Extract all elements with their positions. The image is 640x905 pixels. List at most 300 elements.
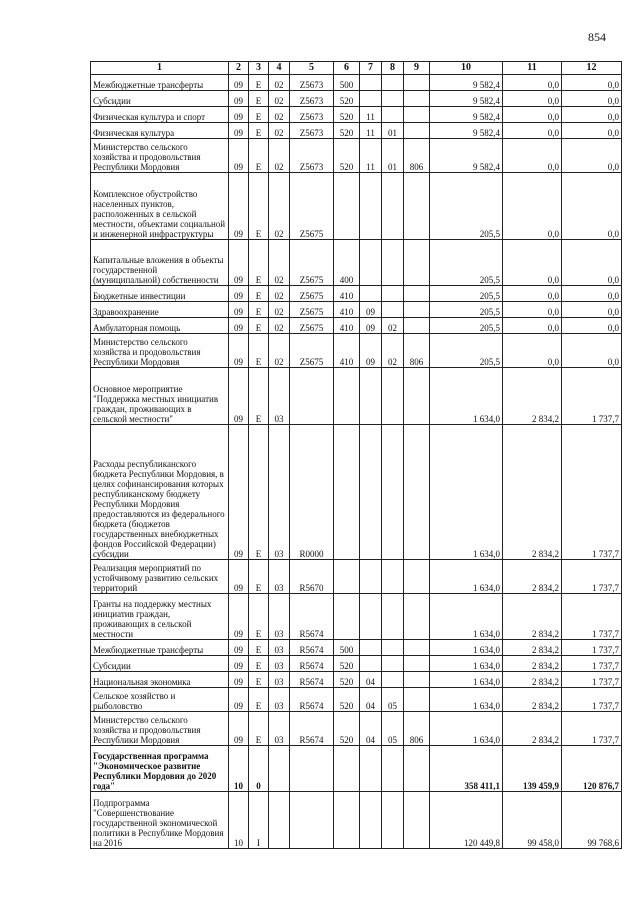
row-name: Физическая культура и спорт [91,107,229,123]
code-target: R5670 [290,560,334,594]
table-row [91,656,622,672]
row-name: Реализация мероприятий по устойчивому развитию сельских территорий [91,560,229,594]
table-row [91,688,622,712]
code-target: R5674 [290,672,334,688]
code-expense-type: 410 [334,318,360,334]
row-name: Министерство сельского хозяйства и продовольствия Республики Мордовия [91,712,229,746]
code-subsection [382,656,404,672]
code-subprogram: 02 [269,240,290,286]
code-subprogram: 03 [269,672,290,688]
code-subprogram: 02 [269,107,290,123]
amount-year-2: 0,0 [503,91,562,107]
code-program: Е [249,368,269,425]
code-subsection: 05 [382,688,404,712]
code-target: Z5675 [290,318,334,334]
amount-year-2: 2 834,2 [503,656,562,672]
code-ministry: 806 [404,334,430,368]
amount-year-1: 205,5 [430,302,503,318]
code-subsection [382,240,404,286]
row-name: Комплексное обустройство населенных пунктов, расположенных в сельской местности, объектами социальной и инженерной инфраструктуры [91,173,229,240]
code-section: 11 [360,123,382,139]
code-section [360,75,382,91]
code-subprogram: 03 [269,712,290,746]
code-subsection: 02 [382,318,404,334]
code-subprogram: 03 [269,656,290,672]
code-subsection [382,91,404,107]
amount-year-1: 358 411,1 [430,746,503,792]
table-row [91,792,622,849]
code-subprogram: 02 [269,139,290,173]
table-row [91,672,622,688]
row-name: Субсидии [91,91,229,107]
code-admin: 09 [229,656,249,672]
amount-year-3: 0,0 [562,173,622,240]
code-subsection: 01 [382,139,404,173]
amount-year-1: 9 582,4 [430,75,503,91]
col-header: 12 [562,62,622,75]
amount-year-1: 205,5 [430,173,503,240]
budget-table [90,61,622,849]
code-expense-type: 400 [334,240,360,286]
amount-year-3: 120 876,7 [562,746,622,792]
code-target: R5674 [290,640,334,656]
code-program: Е [249,656,269,672]
code-program: Е [249,107,269,123]
code-admin: 09 [229,672,249,688]
code-subprogram: 02 [269,75,290,91]
code-admin: 09 [229,640,249,656]
code-subsection [382,560,404,594]
table-row [91,107,622,123]
amount-year-1: 9 582,4 [430,139,503,173]
code-expense-type [334,594,360,640]
row-name: Подпрограмма "Совершенствование государственной экономической политики в Республике Мордовия на 2016 [91,792,229,849]
code-subsection [382,792,404,849]
table-row [91,318,622,334]
col-header: 9 [404,62,430,75]
row-name: Сельское хозяйство и рыболовство [91,688,229,712]
col-header: 1 [91,62,229,75]
code-section [360,640,382,656]
code-expense-type: 520 [334,688,360,712]
code-target: Z5675 [290,173,334,240]
code-ministry [404,792,430,849]
amount-year-1: 205,5 [430,240,503,286]
code-target: R5674 [290,594,334,640]
code-admin: 09 [229,560,249,594]
code-subsection: 05 [382,712,404,746]
row-name: Национальная экономика [91,672,229,688]
amount-year-3: 0,0 [562,240,622,286]
code-section: 04 [360,688,382,712]
code-program: Е [249,560,269,594]
amount-year-1: 205,5 [430,286,503,302]
amount-year-2: 0,0 [503,123,562,139]
amount-year-2: 99 458,0 [503,792,562,849]
code-ministry: 806 [404,712,430,746]
amount-year-3: 0,0 [562,107,622,123]
code-subsection [382,746,404,792]
code-expense-type: 520 [334,107,360,123]
table-row [91,712,622,746]
code-subsection [382,107,404,123]
amount-year-1: 1 634,0 [430,594,503,640]
code-ministry [404,107,430,123]
table-row [91,560,622,594]
code-section [360,173,382,240]
amount-year-3: 1 737,7 [562,560,622,594]
table-row [91,139,622,173]
code-program: Е [249,334,269,368]
code-admin: 09 [229,425,249,560]
code-ministry [404,560,430,594]
code-program: Е [249,318,269,334]
code-admin: 09 [229,712,249,746]
code-expense-type: 410 [334,334,360,368]
amount-year-1: 9 582,4 [430,91,503,107]
code-subprogram [269,792,290,849]
code-subsection [382,368,404,425]
amount-year-1: 1 634,0 [430,425,503,560]
code-expense-type: 520 [334,712,360,746]
row-name: Межбюджетные трансферты [91,640,229,656]
code-ministry [404,746,430,792]
code-admin: 09 [229,107,249,123]
code-subprogram: 02 [269,334,290,368]
amount-year-3: 0,0 [562,318,622,334]
code-target: Z5675 [290,302,334,318]
amount-year-1: 1 634,0 [430,712,503,746]
code-subsection [382,75,404,91]
table-row [91,640,622,656]
amount-year-2: 0,0 [503,240,562,286]
amount-year-3: 1 737,7 [562,656,622,672]
code-section [360,425,382,560]
table-row [91,594,622,640]
amount-year-1: 1 634,0 [430,640,503,656]
amount-year-3: 0,0 [562,334,622,368]
amount-year-2: 0,0 [503,302,562,318]
code-section [360,792,382,849]
code-section: 11 [360,139,382,173]
amount-year-2: 2 834,2 [503,425,562,560]
amount-year-3: 1 737,7 [562,712,622,746]
row-name: Бюджетные инвестиции [91,286,229,302]
code-program: Е [249,640,269,656]
code-section: 11 [360,107,382,123]
code-subsection [382,302,404,318]
amount-year-3: 0,0 [562,91,622,107]
amount-year-1: 205,5 [430,334,503,368]
code-admin: 10 [229,746,249,792]
table-row [91,240,622,286]
code-section: 09 [360,318,382,334]
amount-year-1: 1 634,0 [430,560,503,594]
code-ministry [404,656,430,672]
code-target: Z5675 [290,286,334,302]
code-admin: 09 [229,91,249,107]
table-row [91,91,622,107]
code-section [360,240,382,286]
amount-year-3: 0,0 [562,302,622,318]
code-subprogram: 03 [269,688,290,712]
code-expense-type: 520 [334,123,360,139]
code-admin: 09 [229,123,249,139]
code-admin: 09 [229,139,249,173]
code-section [360,286,382,302]
code-ministry [404,672,430,688]
code-subprogram: 03 [269,640,290,656]
code-ministry [404,368,430,425]
row-name: Здравоохранение [91,302,229,318]
amount-year-1: 120 449,8 [430,792,503,849]
code-target: Z5675 [290,240,334,286]
code-ministry [404,173,430,240]
code-section [360,91,382,107]
code-program: 0 [249,746,269,792]
code-section: 04 [360,672,382,688]
code-expense-type [334,746,360,792]
amount-year-3: 1 737,7 [562,425,622,560]
code-expense-type: 520 [334,672,360,688]
code-program: Е [249,286,269,302]
code-subprogram: 02 [269,123,290,139]
code-ministry [404,688,430,712]
amount-year-1: 9 582,4 [430,107,503,123]
code-subprogram: 02 [269,318,290,334]
code-target: R5674 [290,656,334,672]
row-name: Межбюджетные трансферты [91,75,229,91]
code-section: 04 [360,712,382,746]
code-expense-type [334,425,360,560]
amount-year-2: 0,0 [503,107,562,123]
code-target: Z5673 [290,91,334,107]
code-expense-type: 500 [334,640,360,656]
code-subsection [382,640,404,656]
table-row [91,302,622,318]
amount-year-2: 2 834,2 [503,368,562,425]
row-name: Капитальные вложения в объекты государственной (муниципальной) собственности [91,240,229,286]
code-program: Е [249,712,269,746]
code-admin: 09 [229,594,249,640]
amount-year-1: 1 634,0 [430,368,503,425]
code-subprogram: 03 [269,560,290,594]
code-subsection: 02 [382,334,404,368]
code-subsection [382,286,404,302]
col-header: 7 [360,62,382,75]
code-program: Е [249,425,269,560]
header-row [91,62,622,75]
code-ministry [404,640,430,656]
table-row [91,123,622,139]
row-name: Амбулаторная помощь [91,318,229,334]
code-target [290,368,334,425]
code-ministry [404,75,430,91]
amount-year-3: 1 737,7 [562,688,622,712]
code-expense-type [334,368,360,425]
code-subsection [382,672,404,688]
code-target: R5674 [290,688,334,712]
code-section [360,594,382,640]
code-expense-type [334,560,360,594]
code-admin: 09 [229,240,249,286]
amount-year-1: 9 582,4 [430,123,503,139]
code-program: Е [249,302,269,318]
code-program: Е [249,688,269,712]
row-name: Расходы республиканского бюджета Республики Мордовия, в целях софинансирования которых республиканскому бюджету Республики Мордовия предоставляются из федерального бюджета (бюджетов государственных внебюджетных фондов Российской Федерации) субсидии [91,425,229,560]
code-program: Е [249,240,269,286]
code-ministry [404,91,430,107]
amount-year-1: 1 634,0 [430,656,503,672]
code-subsection [382,173,404,240]
code-expense-type: 520 [334,139,360,173]
amount-year-2: 0,0 [503,139,562,173]
code-subprogram: 02 [269,286,290,302]
code-admin: 09 [229,318,249,334]
amount-year-3: 0,0 [562,139,622,173]
amount-year-2: 2 834,2 [503,560,562,594]
row-name: Субсидии [91,656,229,672]
amount-year-2: 2 834,2 [503,688,562,712]
code-target [290,746,334,792]
code-ministry [404,302,430,318]
code-subsection [382,425,404,560]
amount-year-2: 2 834,2 [503,640,562,656]
amount-year-2: 0,0 [503,318,562,334]
code-subprogram: 02 [269,302,290,318]
code-target: Z5675 [290,334,334,368]
amount-year-2: 139 459,9 [503,746,562,792]
row-name: Физическая культура [91,123,229,139]
amount-year-1: 1 634,0 [430,688,503,712]
amount-year-1: 1 634,0 [430,672,503,688]
table-row [91,286,622,302]
code-ministry [404,318,430,334]
col-header: 10 [430,62,503,75]
table-row [91,75,622,91]
amount-year-2: 0,0 [503,173,562,240]
code-subprogram: 03 [269,368,290,425]
code-section: 09 [360,334,382,368]
amount-year-3: 0,0 [562,123,622,139]
col-header: 2 [229,62,249,75]
code-section: 09 [360,302,382,318]
code-program: Е [249,173,269,240]
table-row [91,425,622,560]
code-subprogram [269,746,290,792]
col-header: 6 [334,62,360,75]
amount-year-3: 1 737,7 [562,594,622,640]
code-ministry [404,286,430,302]
amount-year-1: 205,5 [430,318,503,334]
row-name: Основное мероприятие "Поддержка местных инициатив граждан, проживающих в сельской местности" [91,368,229,425]
table-row [91,173,622,240]
amount-year-3: 0,0 [562,286,622,302]
code-section [360,560,382,594]
code-target: Z5673 [290,107,334,123]
code-target: Z5673 [290,139,334,173]
code-program: I [249,792,269,849]
code-program: Е [249,123,269,139]
table-row [91,746,622,792]
code-admin: 09 [229,688,249,712]
code-admin: 09 [229,286,249,302]
row-name: Государственная программа "Экономическое развитие Республики Мордовия до 2020 года" [91,746,229,792]
code-section [360,746,382,792]
code-target [290,792,334,849]
code-subsection: 01 [382,123,404,139]
code-subprogram: 02 [269,91,290,107]
amount-year-2: 2 834,2 [503,712,562,746]
code-expense-type [334,792,360,849]
code-admin: 09 [229,75,249,91]
code-target: Z5673 [290,75,334,91]
table-row [91,334,622,368]
code-program: Е [249,594,269,640]
col-header: 4 [269,62,290,75]
row-name: Гранты на поддержку местных инициатив граждан, проживающих в сельской местности [91,594,229,640]
table-body [91,75,622,849]
col-header: 5 [290,62,334,75]
code-section [360,368,382,425]
amount-year-2: 2 834,2 [503,594,562,640]
code-ministry [404,240,430,286]
code-ministry [404,123,430,139]
col-header: 11 [503,62,562,75]
amount-year-2: 0,0 [503,334,562,368]
code-ministry [404,594,430,640]
code-expense-type: 520 [334,91,360,107]
code-admin: 09 [229,334,249,368]
amount-year-3: 99 768,6 [562,792,622,849]
amount-year-2: 0,0 [503,75,562,91]
code-expense-type [334,173,360,240]
code-admin: 09 [229,368,249,425]
code-ministry: 806 [404,139,430,173]
code-subsection [382,594,404,640]
code-admin: 09 [229,302,249,318]
code-admin: 10 [229,792,249,849]
code-expense-type: 500 [334,75,360,91]
code-program: Е [249,75,269,91]
code-program: Е [249,672,269,688]
code-subprogram: 02 [269,173,290,240]
code-expense-type: 520 [334,656,360,672]
code-target: R0000 [290,425,334,560]
code-target: Z5673 [290,123,334,139]
row-name: Министерство сельского хозяйства и продовольствия Республики Мордовия [91,139,229,173]
code-expense-type: 410 [334,302,360,318]
code-program: Е [249,91,269,107]
amount-year-3: 1 737,7 [562,368,622,425]
page-number: 854 [588,30,606,44]
amount-year-2: 0,0 [503,286,562,302]
code-expense-type: 410 [334,286,360,302]
amount-year-2: 2 834,2 [503,672,562,688]
table-row [91,368,622,425]
code-ministry [404,425,430,560]
code-subprogram: 03 [269,594,290,640]
amount-year-3: 1 737,7 [562,640,622,656]
code-section [360,656,382,672]
code-subprogram: 03 [269,425,290,560]
amount-year-3: 1 737,7 [562,672,622,688]
code-program: Е [249,139,269,173]
row-name: Министерство сельского хозяйства и продовольствия Республики Мордовия [91,334,229,368]
col-header: 3 [249,62,269,75]
col-header: 8 [382,62,404,75]
code-target: R5674 [290,712,334,746]
